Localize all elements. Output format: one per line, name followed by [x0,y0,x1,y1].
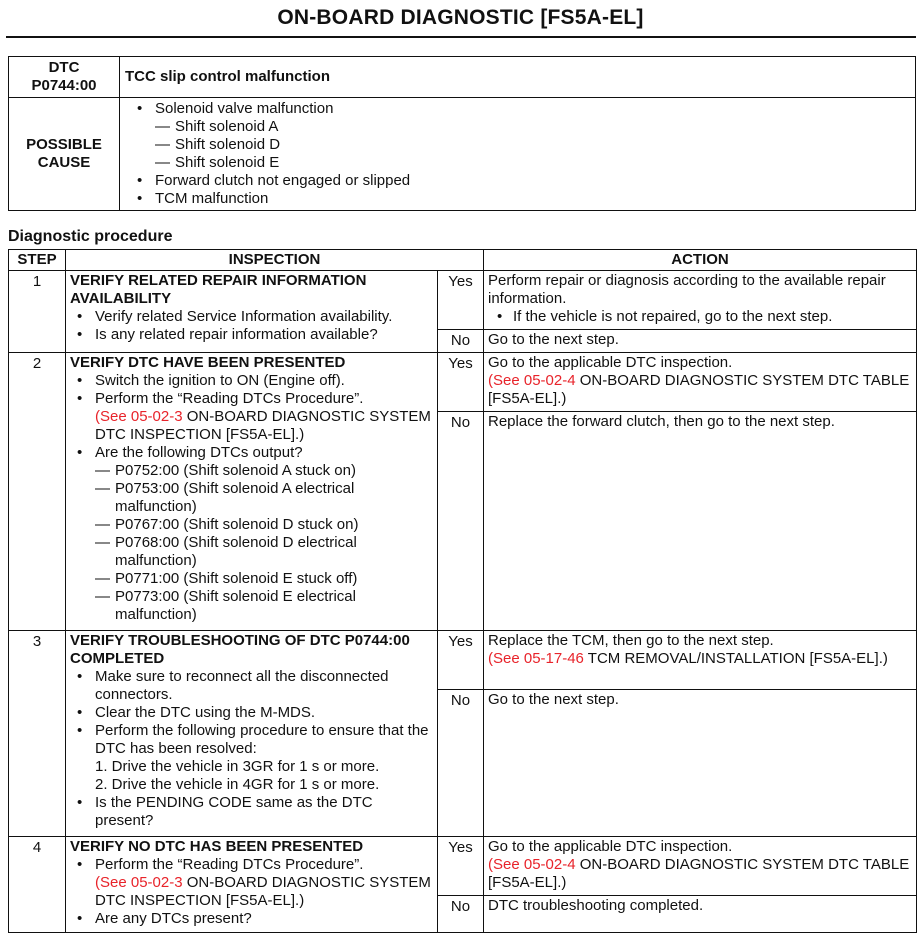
dtc-summary-table [8,56,916,211]
no-action: Replace the forward clutch, then go to the next step. [484,412,917,631]
inspection-bullet: • Is the PENDING CODE same as the DTC present? [70,794,434,830]
dtc-list-item: — P0767:00 (Shift solenoid D stuck on) [95,516,434,534]
inspection-title: VERIFY TROUBLESHOOTING OF DTC P0744:00 COMPLETED [70,632,410,667]
dtc-list-item: — P0753:00 (Shift solenoid A electrical malfunction) [95,480,434,516]
reference-link[interactable]: (See 05-02-4 [488,856,576,873]
title-divider [6,36,916,38]
dtc-list-item: — P0771:00 (Shift solenoid E stuck off) [95,570,434,588]
possible-cause-label-1: POSSIBLE [26,136,102,153]
inspection-bullet: • Clear the DTC using the M-MDS. [70,704,434,722]
possible-cause-row [9,98,916,211]
column-header-inspection: INSPECTION [66,250,484,271]
step-number: 2 [9,353,66,631]
possible-cause-label-2: CAUSE [37,154,91,171]
inspection-bullet-text: Perform the “Reading DTCs Procedure”. [95,390,364,407]
step-4-yes-row [9,837,917,896]
reference-text: ON-BOARD DIAGNOSTIC SYSTEM DTC TABLE [FS5A-EL].) [488,372,910,407]
yes-action [484,271,917,330]
step-2-yes-row [9,353,917,412]
inspection-bullet: • Are any DTCs present? [70,910,434,928]
cause-item: • TCM malfunction [130,190,915,208]
inspection-title: VERIFY NO DTC HAS BEEN PRESENTED [70,838,364,855]
page-title: ON-BOARD DIAGNOSTIC [FS5A-EL] [277,6,644,29]
yes-label: Yes [438,271,484,330]
yes-label: Yes [438,353,484,412]
inspection-title: VERIFY DTC HAVE BEEN PRESENTED [70,354,346,371]
reference-text: ON-BOARD DIAGNOSTIC SYSTEM DTC INSPECTION [FS5A-EL].) [95,874,431,909]
column-header-action: ACTION [484,250,917,271]
dtc-list-item: — P0773:00 (Shift solenoid E electrical malfunction) [95,588,434,624]
inspection-bullet: • Make sure to reconnect all the disconnected connectors. [70,668,434,704]
dtc-label: DTC [48,59,80,76]
step-inspection [66,631,438,837]
step-number: 4 [9,837,66,933]
cause-subitem-text: — Shift solenoid E [155,154,915,172]
action-bullet: • If the vehicle is not repaired, go to the next step. [488,308,913,326]
cause-subitem [130,154,915,172]
cause-item: • Forward clutch not engaged or slipped [130,172,915,190]
no-action: Go to the next step. [484,690,917,837]
possible-cause-list-cell [120,98,916,211]
no-label: No [438,330,484,353]
possible-cause-label-cell [9,98,120,211]
step-number: 1 [9,271,66,353]
reference-text: ON-BOARD DIAGNOSTIC SYSTEM DTC INSPECTION [FS5A-EL].) [95,408,431,443]
dtc-list [70,462,434,624]
step-inspection [66,837,438,933]
step-3-yes-row [9,631,917,690]
no-label: No [438,412,484,631]
reference-link[interactable]: (See 05-17-46 [488,650,584,667]
column-header-step: STEP [9,250,66,271]
no-label: No [438,896,484,933]
yes-action [484,837,917,896]
dtc-list-item: — P0768:00 (Shift solenoid D electrical malfunction) [95,534,434,570]
numbered-item: 1. Drive the vehicle in 3GR for 1 s or more. [95,758,380,775]
inspection-title: VERIFY RELATED REPAIR INFORMATION AVAILABILITY [70,272,367,307]
procedure-header-row [9,250,917,271]
inspection-bullet [70,856,434,910]
action-text: Replace the TCM, then go to the next step. [488,632,774,649]
dtc-description: TCC slip control malfunction [120,57,916,98]
action-reference [488,372,913,408]
inspection-bullet: • Perform the following procedure to ensure that the DTC has been resolved: [70,722,434,758]
diagnostic-procedure-table [8,249,917,933]
cause-subitem [130,118,915,136]
step-inspection [66,353,438,631]
no-action: Go to the next step. [484,330,917,353]
dtc-list-item: — P0752:00 (Shift solenoid A stuck on) [95,462,434,480]
action-text: Perform repair or diagnosis according to the available repair information. [488,272,886,307]
cause-subitem-text: — Shift solenoid D [155,136,915,154]
no-label: No [438,690,484,837]
step-inspection [66,271,438,353]
cause-item: • Solenoid valve malfunction [130,100,915,118]
cause-subitem [130,136,915,154]
procedure-heading: Diagnostic procedure [8,228,173,245]
inspection-bullet: • Is any related repair information available? [70,326,434,344]
inspection-bullet: • Verify related Service Information availability. [70,308,434,326]
reference-link[interactable]: (See 05-02-3 [95,874,183,891]
yes-label: Yes [438,837,484,896]
numbered-list [70,758,434,794]
possible-cause-list [120,98,915,210]
no-action: DTC troubleshooting completed. [484,896,917,933]
dtc-code: P0744:00 [31,77,97,94]
numbered-item: 2. Drive the vehicle in 4GR for 1 s or more. [95,776,380,793]
dtc-row [9,57,916,98]
action-reference [488,650,913,668]
yes-action [484,353,917,412]
inspection-bullet: • Are the following DTCs output? [70,444,434,462]
dtc-label-cell [9,57,120,98]
inspection-bullet [70,390,434,444]
cause-subitem-text: — Shift solenoid A [155,118,915,136]
yes-action [484,631,917,690]
reference-text: TCM REMOVAL/INSTALLATION [FS5A-EL].) [583,650,888,667]
reference-link[interactable]: (See 05-02-4 [488,372,576,389]
reference-link[interactable]: (See 05-02-3 [95,408,183,425]
step-number: 3 [9,631,66,837]
action-text: Go to the applicable DTC inspection. [488,838,733,855]
inspection-bullet: • Switch the ignition to ON (Engine off). [70,372,434,390]
step-1-yes-row [9,271,917,330]
inspection-bullet-text: Perform the “Reading DTCs Procedure”. [95,856,364,873]
action-text: Go to the applicable DTC inspection. [488,354,733,371]
reference-text: ON-BOARD DIAGNOSTIC SYSTEM DTC TABLE [FS5A-EL].) [488,856,910,891]
yes-label: Yes [438,631,484,690]
action-reference [488,856,913,892]
